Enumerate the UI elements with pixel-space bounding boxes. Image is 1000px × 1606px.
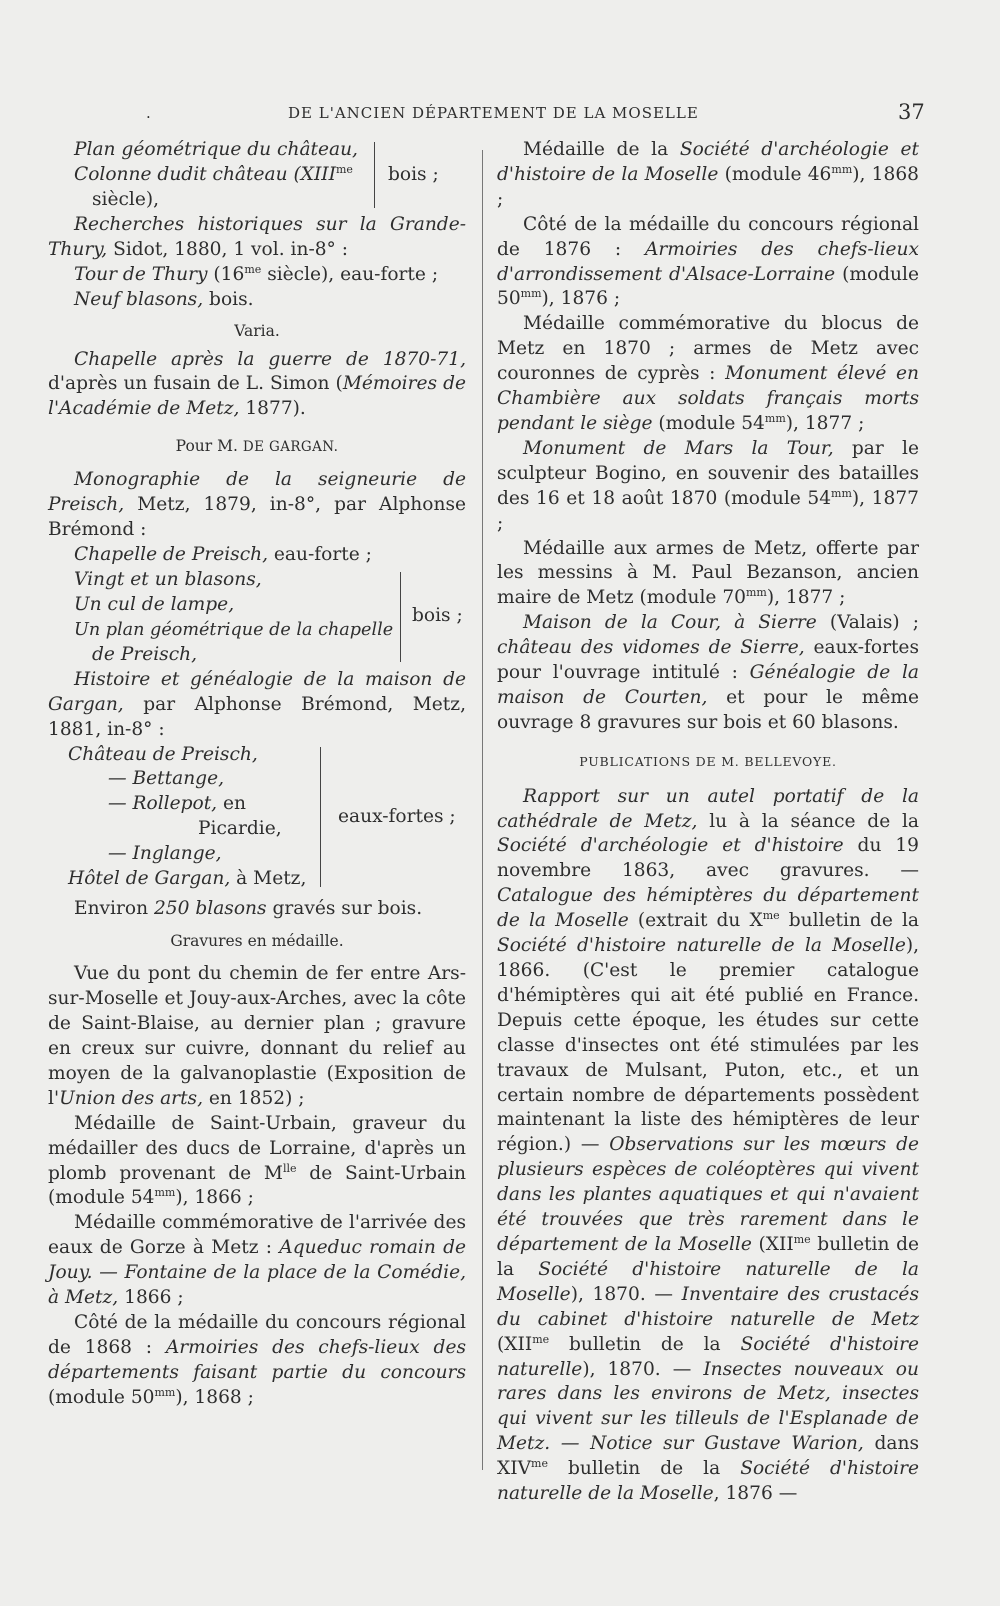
list-item: Vingt et un blasons, <box>74 568 262 590</box>
brace <box>320 747 321 887</box>
list-item: Picardie, <box>198 818 282 840</box>
paragraph-publications: Rapport sur un autel portatif de la cathédrale de Metz, lu à la séance de la Société d'archéologie et d'histoire du 19 novembre 1863, avec gravures. — Catalogue des hémiptères du département de la Moselle (extrait du $X^{me}$ bulletin de la Société d'histoire naturelle de la Moselle), 1866. (C'est le premier catalogue d'hémiptères qui ait été publié en France. Depuis cette époque, les études sur cette classe d'insectes ont été stimulées par les travaux de Mulsant, Puton, etc., et un certain nombre de départements possèdent maintenant la liste des hémiptères de leur région.) — Observations sur les mœurs de plusieurs espèces de coléoptères qui vivent dans les plantes aquatiques et qui n'avaient été trouvées que très rarement dans le département de la Moselle ($XII^{me}$ bulletin de la Société d'histoire naturelle de la Moselle), 1870. — Inventaire des crustacés du cabinet d'histoire naturelle de Metz ($XII^{me}$ bulletin de la Société d'histoire naturelle), 1870. — Insectes nouveaux ou rares dans les environs de Metz, insectes qui vivent sur les tilleuls de l'Esplanade de Metz. — Notice sur Gustave Warion, dans $XIV^{me}$ bulletin de la Société d'histoire naturelle de la Moselle, 1876 — <box>497 785 920 1505</box>
brace-label: bois ; <box>388 164 439 185</box>
running-head-title: DE L'ANCIEN DÉPARTEMENT DE LA MOSELLE <box>288 104 699 122</box>
paragraph-monographie: Monographie de la seigneurie de Preisch, Metz, 1879, in-8°, par Alphonse Brémond : <box>48 469 466 540</box>
list-item: Un cul de lampe, <box>74 593 235 615</box>
paragraph-medaille-urbain: Médaille de Saint-Urbain, graveur du médailler des ducs de Lorraine, d'après un plomb provenant de $M^{lle}$ de Saint-Urbain (module $54^{mm}$), 1866 ; <box>48 1112 466 1209</box>
list-item: Neuf blasons, bois. <box>74 288 254 310</box>
paragraph-recherches: Recherches historiques sur la Grande-Thury, Sidot, 1880, 1 vol. in-8° : <box>48 214 466 260</box>
brace <box>400 572 401 662</box>
list-item: Chapelle de Preisch, eau-forte ; <box>74 543 372 565</box>
paragraph-blocus: Médaille commémorative du blocus de Metz en 1870 ; armes de Metz avec couronnes de cyprès : Monument élevé en Chambière aux soldats français morts pendant le siège (module $54^{mm}$), 1877 ; <box>497 313 920 434</box>
paragraph-cote-1868: Côté de la médaille du concours régional de 1868 : Armoiries des chefs-lieux des départements faisant partie du concours (module $50^{mm}$), 1868 ; <box>48 1312 466 1408</box>
section-heading-varia: Varia. <box>234 321 280 340</box>
list-item: Château de Preisch, <box>68 743 258 765</box>
running-header <box>0 100 1000 134</box>
paragraph-medaille-gorze: Médaille commémorative de l'arrivée des eaux de Gorze à Metz : Aqueduc romain de Jouy. — Fontaine de la place de la Comédie, à Metz, 1866 ; <box>48 1212 466 1309</box>
header-dot: . <box>146 104 151 122</box>
list-item: de Preisch, <box>92 643 198 665</box>
brace-group-chateau <box>48 138 466 213</box>
section-heading-publications: PUBLICATIONS DE M. BELLEVOYE. <box>579 753 837 769</box>
paragraph-cote-1876: Côté de la médaille du concours régional de 1876 : Armoiries des chefs-lieux d'arrondissement d'Alsace-Lorraine (module $50^{mm}$), 1876 ; <box>497 213 919 310</box>
list-item: — Bettange, <box>108 768 224 790</box>
left-column <box>48 138 466 1411</box>
list-item: Un plan géométrique de la chapelle <box>74 619 394 640</box>
page-number: 37 <box>898 100 925 124</box>
paragraph-bezanson: Médaille aux armes de Metz, offerte par les messins à M. Paul Bezanson, ancien maire de Metz (module $70^{mm}$), 1877 ; <box>497 537 919 609</box>
paragraph-environ: Environ 250 blasons gravés sur bois. <box>74 897 423 919</box>
brace-label: bois ; <box>412 604 463 626</box>
list-item: — Inglange, <box>108 843 222 865</box>
paragraph-vue: Vue du pont du chemin de fer entre Ars-sur-Moselle et Jouy-aux-Arches, avec la côte de Saint-Blaise, au dernier plan ; gravure en creux sur cuivre, donnant du relief au moyen de la galvanoplastie (Exposition de l'Union des arts, en 1852) ; <box>48 963 466 1109</box>
paragraph-chapelle: Chapelle après la guerre de 1870-71, d'après un fusain de L. Simon (Mémoires de l'Académie de Metz, 1877). <box>48 348 466 420</box>
list-item: siècle), <box>92 188 160 210</box>
paragraph-histoire: Histoire et généalogie de la maison de Gargan, par Alphonse Brémond, Metz, 1881, in-8° : <box>48 668 466 740</box>
column-divider <box>482 150 483 1470</box>
brace <box>374 142 375 208</box>
list-item: Tour de Thury ($16^{me}$ siècle), eau-forte ; <box>74 262 439 285</box>
brace-group-gargan <box>48 743 466 893</box>
brace-group-preisch <box>48 568 466 668</box>
list-item: Colonne dudit château ($XIII^{me}$ <box>74 162 353 185</box>
list-item: Hôtel de Gargan, à Metz, <box>68 868 307 890</box>
list-item: Plan géométrique du château, <box>74 139 358 160</box>
list-item: — Rollepot, en <box>108 793 246 815</box>
section-heading-gargan: Pour M. DE GARGAN. <box>175 437 339 456</box>
paragraph-mars-la-tour: Monument de Mars la Tour, par le sculpteur Bogino, en souvenir des batailles des 16 et 18 août 1870 (module $54^{mm}$), 1877 ; <box>497 437 919 534</box>
paragraph-medaille-societe: Médaille de la Société d'archéologie et d'histoire de la Moselle (module $46^{mm}$), 1868 ; <box>497 139 920 210</box>
section-heading-gravures: Gravures en médaille. <box>170 932 344 951</box>
paragraph-sierre: Maison de la Cour, à Sierre (Valais) ; château des vidomes de Sierre, eaux-fortes pour l'ouvrage intitulé : Généalogie de la maison de Courten, et pour le même ouvrage 8 gravures sur bois et 60 blasons. <box>497 612 919 733</box>
right-column <box>497 138 919 1507</box>
brace-label: eaux-fortes ; <box>338 805 456 827</box>
